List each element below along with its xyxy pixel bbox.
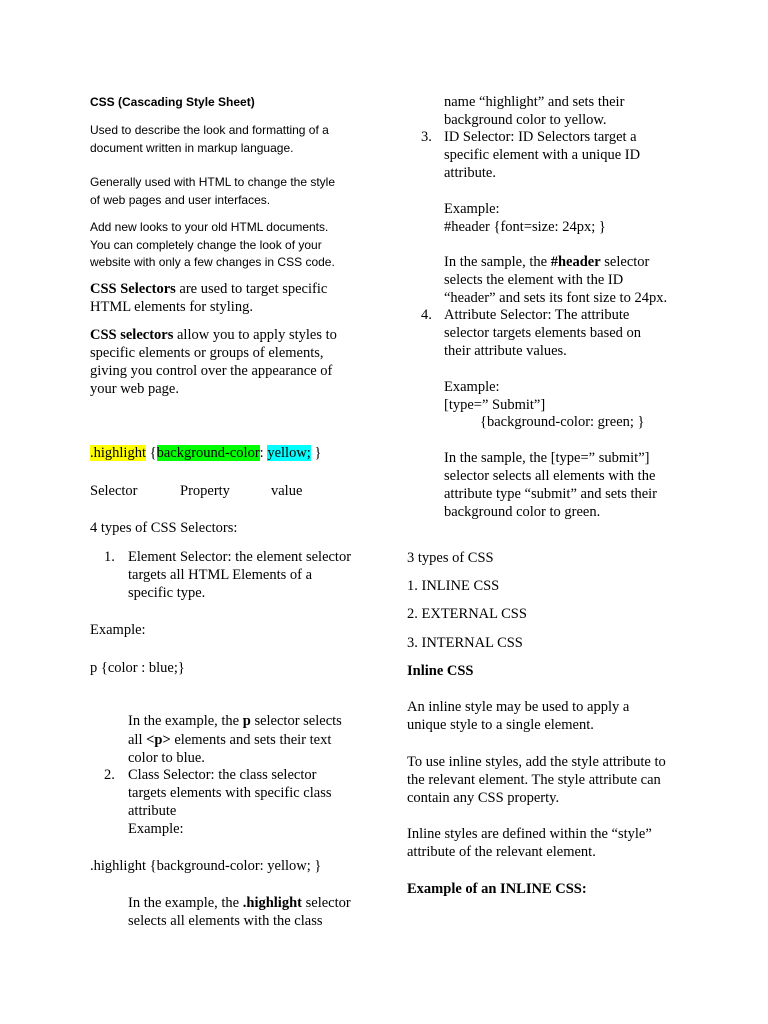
explanation-text: In the sample, the — [444, 254, 551, 270]
explanation-line: color to blue. — [128, 750, 205, 766]
example-label: Example: — [90, 622, 146, 638]
explanation-line: selector selects all elements with the — [444, 468, 656, 484]
list-item-line: attribute — [128, 803, 177, 819]
explanation-text: selector — [301, 895, 351, 911]
types-heading: 4 types of CSS Selectors: — [90, 520, 238, 536]
list-number: 2. — [104, 767, 115, 783]
code-sample: {background-color: green; } — [480, 414, 645, 430]
allow-text: allow you to apply styles to — [173, 327, 337, 343]
selectors-paragraph — [90, 281, 327, 299]
syntax-value: yellow; — [267, 445, 311, 461]
list-item-line: targets all HTML Elements of a — [128, 567, 313, 583]
syntax-property: background-color — [156, 445, 260, 461]
section-subheading: Example of an INLINE CSS: — [407, 881, 587, 897]
list-item-line: attribute. — [444, 165, 496, 181]
explanation-line: In the sample, the [type=” submit”] — [444, 450, 650, 466]
inline-paragraph-line: To use inline styles, add the style attribute to — [407, 754, 666, 770]
inline-paragraph-line: unique style to a single element. — [407, 717, 594, 733]
list-item-line: Attribute Selector: The attribute — [444, 307, 630, 323]
css-type-item: 1. INLINE CSS — [407, 578, 500, 594]
list-item-line: specific element with a unique ID — [444, 147, 641, 163]
label-selector: Selector — [90, 483, 138, 499]
explanation-text: elements and sets their text — [170, 732, 332, 748]
explanation-keyword: .highlight — [242, 895, 302, 911]
inline-paragraph-line: Inline styles are defined within the “style” — [407, 826, 652, 842]
description-line: document written in markup language. — [90, 140, 294, 155]
section-heading: Inline CSS — [407, 663, 474, 679]
page-title: CSS (Cascading Style Sheet) — [90, 95, 255, 109]
code-sample: [type=” Submit”] — [444, 397, 546, 413]
css-types-heading: 3 types of CSS — [407, 550, 494, 566]
explanation-text: In the example, the — [128, 713, 243, 729]
allow-paragraph-line: specific elements or groups of elements, — [90, 345, 324, 361]
css-type-item: 2. EXTERNAL CSS — [407, 606, 527, 622]
explanation-line: selects the element with the ID — [444, 272, 624, 288]
explanation-text: selector — [600, 254, 650, 270]
syntax-selector: .highlight — [90, 445, 146, 461]
allow-term: CSS selectors — [90, 327, 174, 343]
explanation-text: all — [128, 732, 147, 748]
example-label: Example: — [128, 821, 184, 837]
explanation-line — [128, 895, 351, 913]
inline-paragraph-line: contain any CSS property. — [407, 790, 560, 806]
list-number: 1. — [104, 549, 115, 565]
example-label: Example: — [444, 379, 500, 395]
list-item-line: specific type. — [128, 585, 206, 601]
list-item-line: Class Selector: the class selector — [128, 767, 317, 783]
list-number: 4. — [421, 307, 432, 323]
syntax-close-brace: } — [310, 445, 322, 461]
explanation-keyword: <p> — [146, 732, 171, 748]
label-property: Property — [180, 483, 230, 499]
allow-paragraph — [90, 327, 337, 345]
explanation-text: selector selects — [250, 713, 342, 729]
list-item-line: targets elements with specific class — [128, 785, 332, 801]
syntax-colon: : — [259, 445, 268, 461]
selectors-paragraph-line: HTML elements for styling. — [90, 299, 253, 315]
description-line: Generally used with HTML to change the style — [90, 175, 336, 189]
code-sample: p {color : blue;} — [90, 660, 185, 676]
description-line: Add new looks to your old HTML documents. — [90, 220, 329, 234]
description-line: Used to describe the look and formatting of a — [90, 123, 329, 137]
explanation-line — [128, 713, 342, 731]
code-sample: #header {font=size: 24px; } — [444, 219, 606, 235]
continuation-line: background color to yellow. — [444, 112, 607, 128]
label-value: value — [271, 483, 303, 499]
css-syntax-example — [90, 445, 321, 463]
syntax-open-brace: { — [146, 445, 157, 461]
explanation-line: background color to green. — [444, 504, 601, 520]
selectors-term: CSS Selectors — [90, 281, 176, 297]
explanation-line — [444, 254, 649, 272]
explanation-keyword: p — [242, 713, 251, 729]
list-item-line: selector targets elements based on — [444, 325, 642, 341]
css-type-item: 3. INTERNAL CSS — [407, 635, 523, 651]
list-item-line: Element Selector: the element selector — [128, 549, 352, 565]
explanation-line: attribute type “submit” and sets their — [444, 486, 658, 502]
inline-paragraph-line: the relevant element. The style attribute can — [407, 772, 661, 788]
allow-paragraph-line: giving you control over the appearance of — [90, 363, 333, 379]
inline-paragraph-line: attribute of the relevant element. — [407, 844, 596, 860]
list-item-line: ID Selector: ID Selectors target a — [444, 129, 637, 145]
allow-paragraph-line: your web page. — [90, 381, 179, 397]
explanation-line: selects all elements with the class — [128, 913, 323, 929]
code-sample: .highlight {background-color: yellow; } — [90, 858, 322, 874]
description-line: of web pages and user interfaces. — [90, 192, 271, 207]
explanation-text: In the example, the — [128, 895, 243, 911]
example-label: Example: — [444, 201, 500, 217]
inline-paragraph-line: An inline style may be used to apply a — [407, 699, 630, 715]
continuation-line: name “highlight” and sets their — [444, 94, 625, 110]
list-number: 3. — [421, 129, 432, 145]
explanation-line: “header” and sets its font size to 24px. — [444, 290, 668, 306]
explanation-keyword: #header — [550, 254, 601, 270]
description-line: You can completely change the look of your — [90, 237, 322, 252]
description-line: website with only a few changes in CSS code. — [90, 255, 335, 269]
selectors-text: are used to target specific — [175, 281, 328, 297]
explanation-line — [128, 732, 331, 750]
list-item-line: their attribute values. — [444, 343, 567, 359]
